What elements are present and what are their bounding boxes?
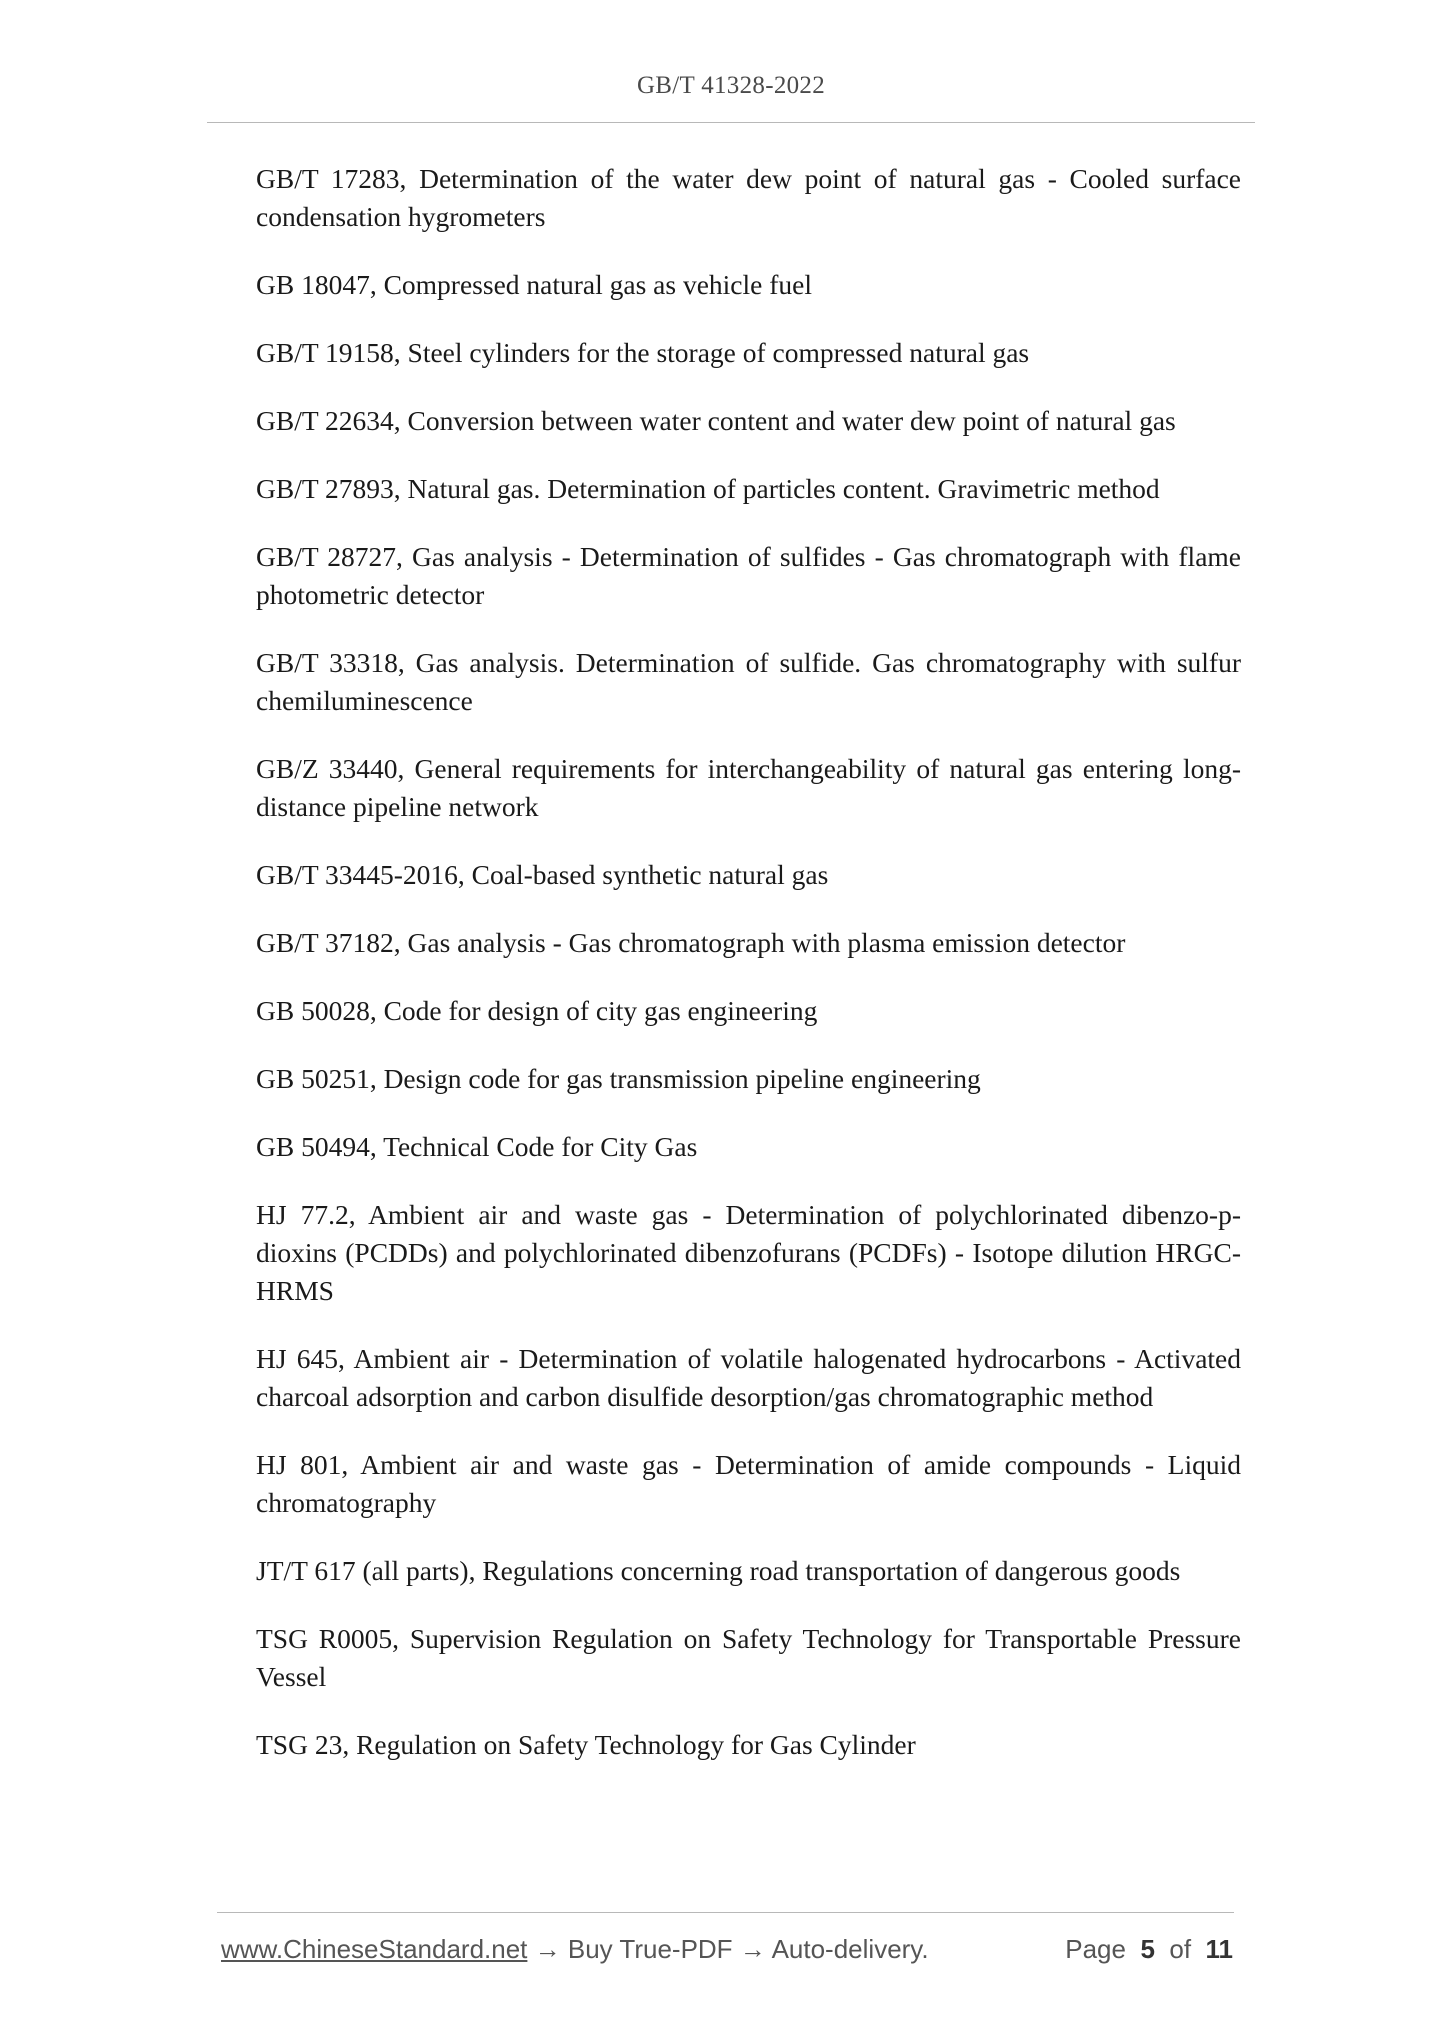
page-header-standard-number: GB/T 41328-2022 [636,72,826,99]
website-link[interactable]: www.ChineseStandard.net [221,1934,528,1964]
header-divider [207,122,1255,123]
reference-item: TSG 23, Regulation on Safety Technology for Gas Cylinder [256,1729,916,1760]
current-page-number: 5 [1140,1934,1155,1964]
reference-item: HJ 801, Ambient air and waste gas - Determination of amide compounds - Liquid chromatography [256,1449,1241,1518]
reference-item: TSG R0005, Supervision Regulation on Safety Technology for Transportable Pressure Vessel [256,1623,1241,1692]
total-page-count: 11 [1205,1934,1233,1964]
page-footer [221,1934,1233,1970]
reference-item: GB/T 37182, Gas analysis - Gas chromatograph with plasma emission detector [256,927,1126,958]
page-indicator [1065,1934,1233,1965]
reference-item: JT/T 617 (all parts), Regulations concerning road transportation of dangerous goods [256,1555,1181,1586]
page-of-word: of [1169,1934,1192,1964]
reference-item: GB 50494, Technical Code for City Gas [256,1131,698,1162]
reference-item: GB/T 19158, Steel cylinders for the storage of compressed natural gas [256,337,1030,368]
page-word: Page [1065,1934,1126,1964]
reference-item: HJ 77.2, Ambient air and waste gas - Determination of polychlorinated dibenzo-p-dioxins (PCDDs) and polychlorinated dibenzofurans (PCDFs) - Isotope dilution HRGC-HRMS [256,1199,1241,1306]
reference-item: GB 50251, Design code for gas transmission pipeline engineering [256,1063,981,1094]
reference-item: HJ 645, Ambient air - Determination of volatile halogenated hydrocarbons - Activated charcoal adsorption and carbon disulfide desorption/gas chromatographic method [256,1343,1241,1412]
footer-promo [221,1934,929,1965]
reference-item: GB/T 33318, Gas analysis. Determination of sulfide. Gas chromatography with sulfur chemiluminescence [256,647,1241,716]
reference-item: GB/Z 33440, General requirements for interchangeability of natural gas entering long-distance pipeline network [256,753,1241,822]
reference-item: GB/T 27893, Natural gas. Determination of particles content. Gravimetric method [256,473,1160,504]
reference-item: GB/T 22634, Conversion between water content and water dew point of natural gas [256,405,1176,436]
footer-divider [217,1912,1234,1913]
reference-item: GB/T 33445-2016, Coal-based synthetic natural gas [256,859,829,890]
footer-promo-text: → Buy True-PDF → Auto-delivery. [527,1934,929,1964]
reference-item: GB 50028, Code for design of city gas engineering [256,995,818,1026]
reference-item: GB/T 17283, Determination of the water dew point of natural gas - Cooled surface condensation hygrometers [256,163,1241,232]
normative-references-list [256,160,1241,1794]
reference-item: GB 18047, Compressed natural gas as vehicle fuel [256,269,812,300]
reference-item: GB/T 28727, Gas analysis - Determination of sulfides - Gas chromatograph with flame photometric detector [256,541,1241,610]
